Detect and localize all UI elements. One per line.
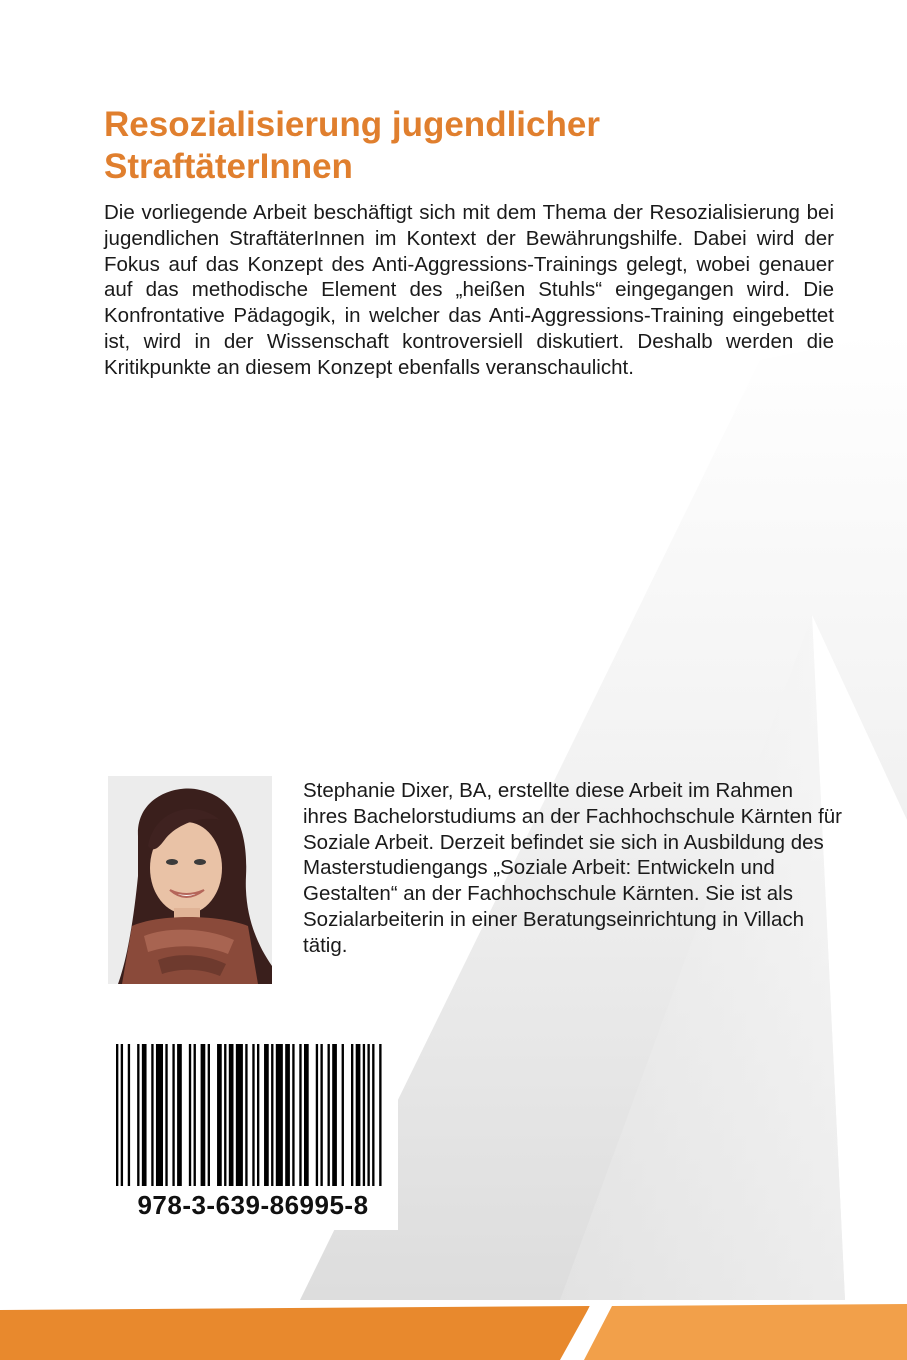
barcode-bar xyxy=(299,1044,301,1186)
barcode-bar xyxy=(363,1044,365,1186)
barcode-bar xyxy=(342,1044,344,1186)
barcode-bar xyxy=(316,1044,318,1186)
barcode-bar xyxy=(229,1044,234,1186)
barcode-bar xyxy=(320,1044,322,1186)
barcode-bar xyxy=(351,1044,353,1186)
barcode-bar xyxy=(142,1044,147,1186)
barcode-bar xyxy=(177,1044,182,1186)
barcode-bar xyxy=(208,1044,210,1186)
barcode-bar xyxy=(151,1044,153,1186)
barcode-bar xyxy=(304,1044,309,1186)
barcode-bar xyxy=(128,1044,130,1186)
barcode-bar xyxy=(121,1044,123,1186)
barcode-bar xyxy=(285,1044,290,1186)
author-bio: Stephanie Dixer, BA, erstellte diese Arbeit im Rahmen ihres Bachelorstudiums an der Fachhochschule Kärnten für Soziale Arbeit. Derzeit befindet sie sich in Ausbildung des Masterstudiengangs „Soziale Arbeit: Entwickeln und Gestalten“ an der Fachhochschule Kärnten. Sie ist als Sozialarbeiterin in einer Beratungseinrichtung in Villach tätig. xyxy=(303,779,842,957)
book-title xyxy=(104,104,844,188)
barcode-bar xyxy=(264,1044,269,1186)
footer-orange-band xyxy=(0,1300,907,1360)
barcode-bar xyxy=(137,1044,139,1186)
barcode-bar xyxy=(224,1044,226,1186)
title-line-1: Resozialisierung jugendlicher xyxy=(104,105,600,144)
barcode-bar xyxy=(257,1044,259,1186)
barcode-bar xyxy=(165,1044,167,1186)
author-photo xyxy=(108,776,272,984)
barcode-bar xyxy=(356,1044,361,1186)
book-description: Die vorliegende Arbeit beschäftigt sich mit dem Thema der Resozialisierung bei jugendlichen StraftäterInnen im Kontext der Bewährungshilfe. Dabei wird der Fokus auf das Konzept des Anti-Aggressions-Trainings gelegt, wobei genauer auf das methodische Element des „heißen Stuhls“ eingegangen wird. Die Konfrontative Pädagogik, in welcher das Anti-Aggressions-Training eingebettet ist, wird in der Wissenschaft kontroversiell diskutiert. Deshalb werden die Kritikpunkte an diesem Konzept ebenfalls veranschaulicht. xyxy=(104,201,834,379)
barcode-bar xyxy=(292,1044,294,1186)
title-line-2: StraftäterInnen xyxy=(104,147,353,186)
barcode-bar xyxy=(276,1044,283,1186)
isbn-barcode xyxy=(108,1030,398,1230)
barcode-bar xyxy=(172,1044,174,1186)
author-portrait-image xyxy=(108,776,272,984)
barcode-bar xyxy=(189,1044,191,1186)
barcode-bars xyxy=(116,1044,390,1186)
barcode-bar xyxy=(116,1044,118,1186)
isbn-number: 978-3-639-86995-8 xyxy=(137,1190,369,1220)
barcode-bar xyxy=(332,1044,337,1186)
barcode-bar xyxy=(379,1044,381,1186)
barcode-bar xyxy=(245,1044,247,1186)
barcode-bar xyxy=(328,1044,330,1186)
barcode-bar xyxy=(372,1044,374,1186)
barcode-bar xyxy=(367,1044,369,1186)
barcode-bar xyxy=(252,1044,254,1186)
barcode-bar xyxy=(201,1044,206,1186)
barcode-bar xyxy=(271,1044,273,1186)
barcode-bar xyxy=(217,1044,222,1186)
barcode-bar xyxy=(156,1044,163,1186)
barcode-bar xyxy=(236,1044,243,1186)
barcode-bar xyxy=(194,1044,196,1186)
